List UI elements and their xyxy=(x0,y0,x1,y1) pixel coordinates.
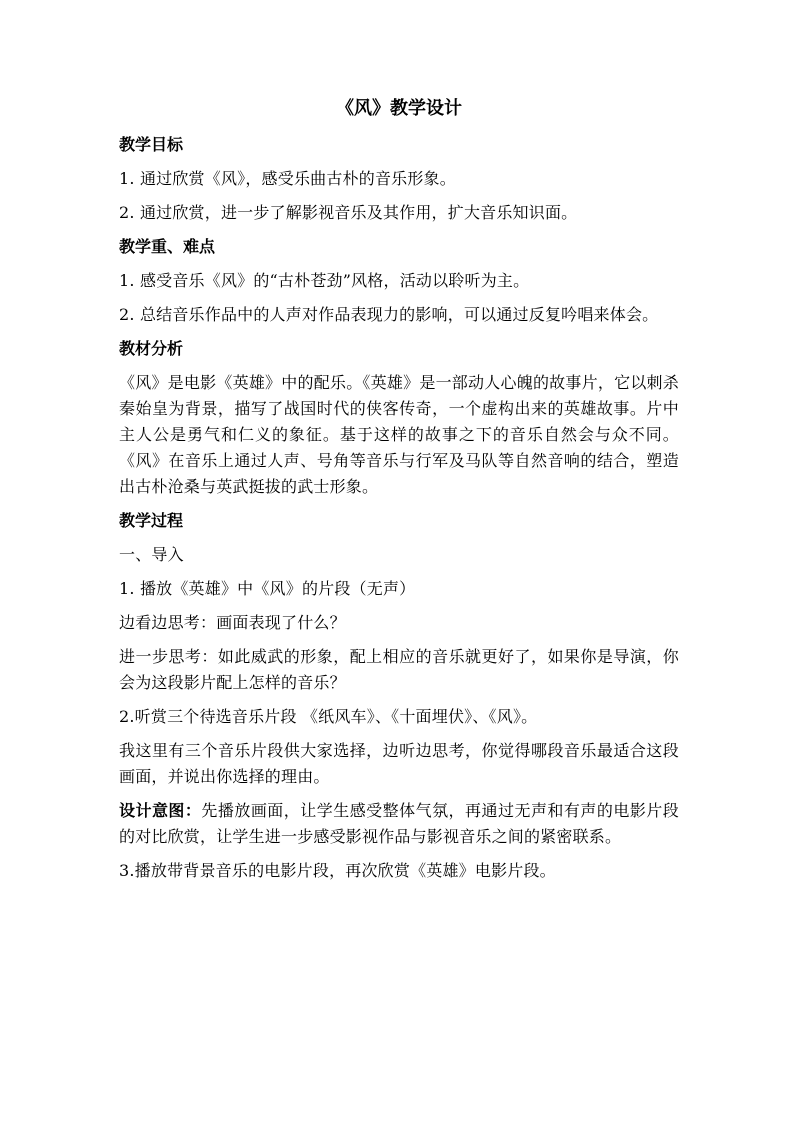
analysis-paragraph: 《风》是电影《英雄》中的配乐。《英雄》是一部动人心魄的故事片，它以刺杀秦始皇为背景，描写了战国时代的侠客传奇，一个虚构出来的英雄故事。片中主人公是勇气和仁义的象征。基于这样的故事之下的音乐自然会与众不同。《风》在音乐上通过人声、号角等音乐与行军及马队等自然音响的结合，塑造出古朴沧桑与英武挺拔的武士形象。 xyxy=(119,373,679,496)
process-step-2-text: 我这里有三个音乐片段供大家选择，边听边思考，你觉得哪段音乐最适合这段画面，并说出你选择的理由。 xyxy=(119,741,679,786)
document-title: 《风》教学设计 xyxy=(336,98,462,119)
section-heading-process: 教学过程 xyxy=(119,511,184,530)
process-question-2: 进一步思考：如此威武的形象，配上相应的音乐就更好了，如果你是导演，你会为这段影片配上怎样的音乐？ xyxy=(119,647,679,692)
section-heading-goals: 教学目标 xyxy=(119,135,184,154)
process-subheading-intro: 一、导入 xyxy=(119,545,184,564)
process-step-3: 3.播放带背景音乐的电影片段，再次欣赏《英雄》电影片段。 xyxy=(119,861,556,880)
goal-item-1: 1. 通过欣赏《风》，感受乐曲古朴的音乐形象。 xyxy=(119,169,456,188)
design-intent-label: 设计意图： xyxy=(119,801,202,820)
design-intent xyxy=(119,798,679,850)
process-question-1: 边看边思考：画面表现了什么？ xyxy=(119,613,346,632)
design-intent-text: 先播放画面，让学生感受整体气氛，再通过无声和有声的电影片段的对比欣赏，让学生进一步感受影视作品与影视音乐之间的紧密联系。 xyxy=(119,801,679,846)
key-point-item-1: 1. 感受音乐《风》的“古朴苍劲”风格，活动以聆听为主。 xyxy=(119,271,530,290)
section-heading-key-points: 教学重、难点 xyxy=(119,237,216,256)
goal-item-2: 2. 通过欣赏，进一步了解影视音乐及其作用，扩大音乐知识面。 xyxy=(119,203,578,222)
key-point-item-2: 2. 总结音乐作品中的人声对作品表现力的影响，可以通过反复吟唱来体会。 xyxy=(119,305,659,324)
section-heading-analysis: 教材分析 xyxy=(119,339,184,358)
process-step-2: 2.听赏三个待选音乐片段 《纸风车》、《十面埋伏》、《风》。 xyxy=(119,707,538,726)
process-step-1: 1. 播放《英雄》中《风》的片段（无声） xyxy=(119,579,416,598)
document-page xyxy=(119,96,679,892)
